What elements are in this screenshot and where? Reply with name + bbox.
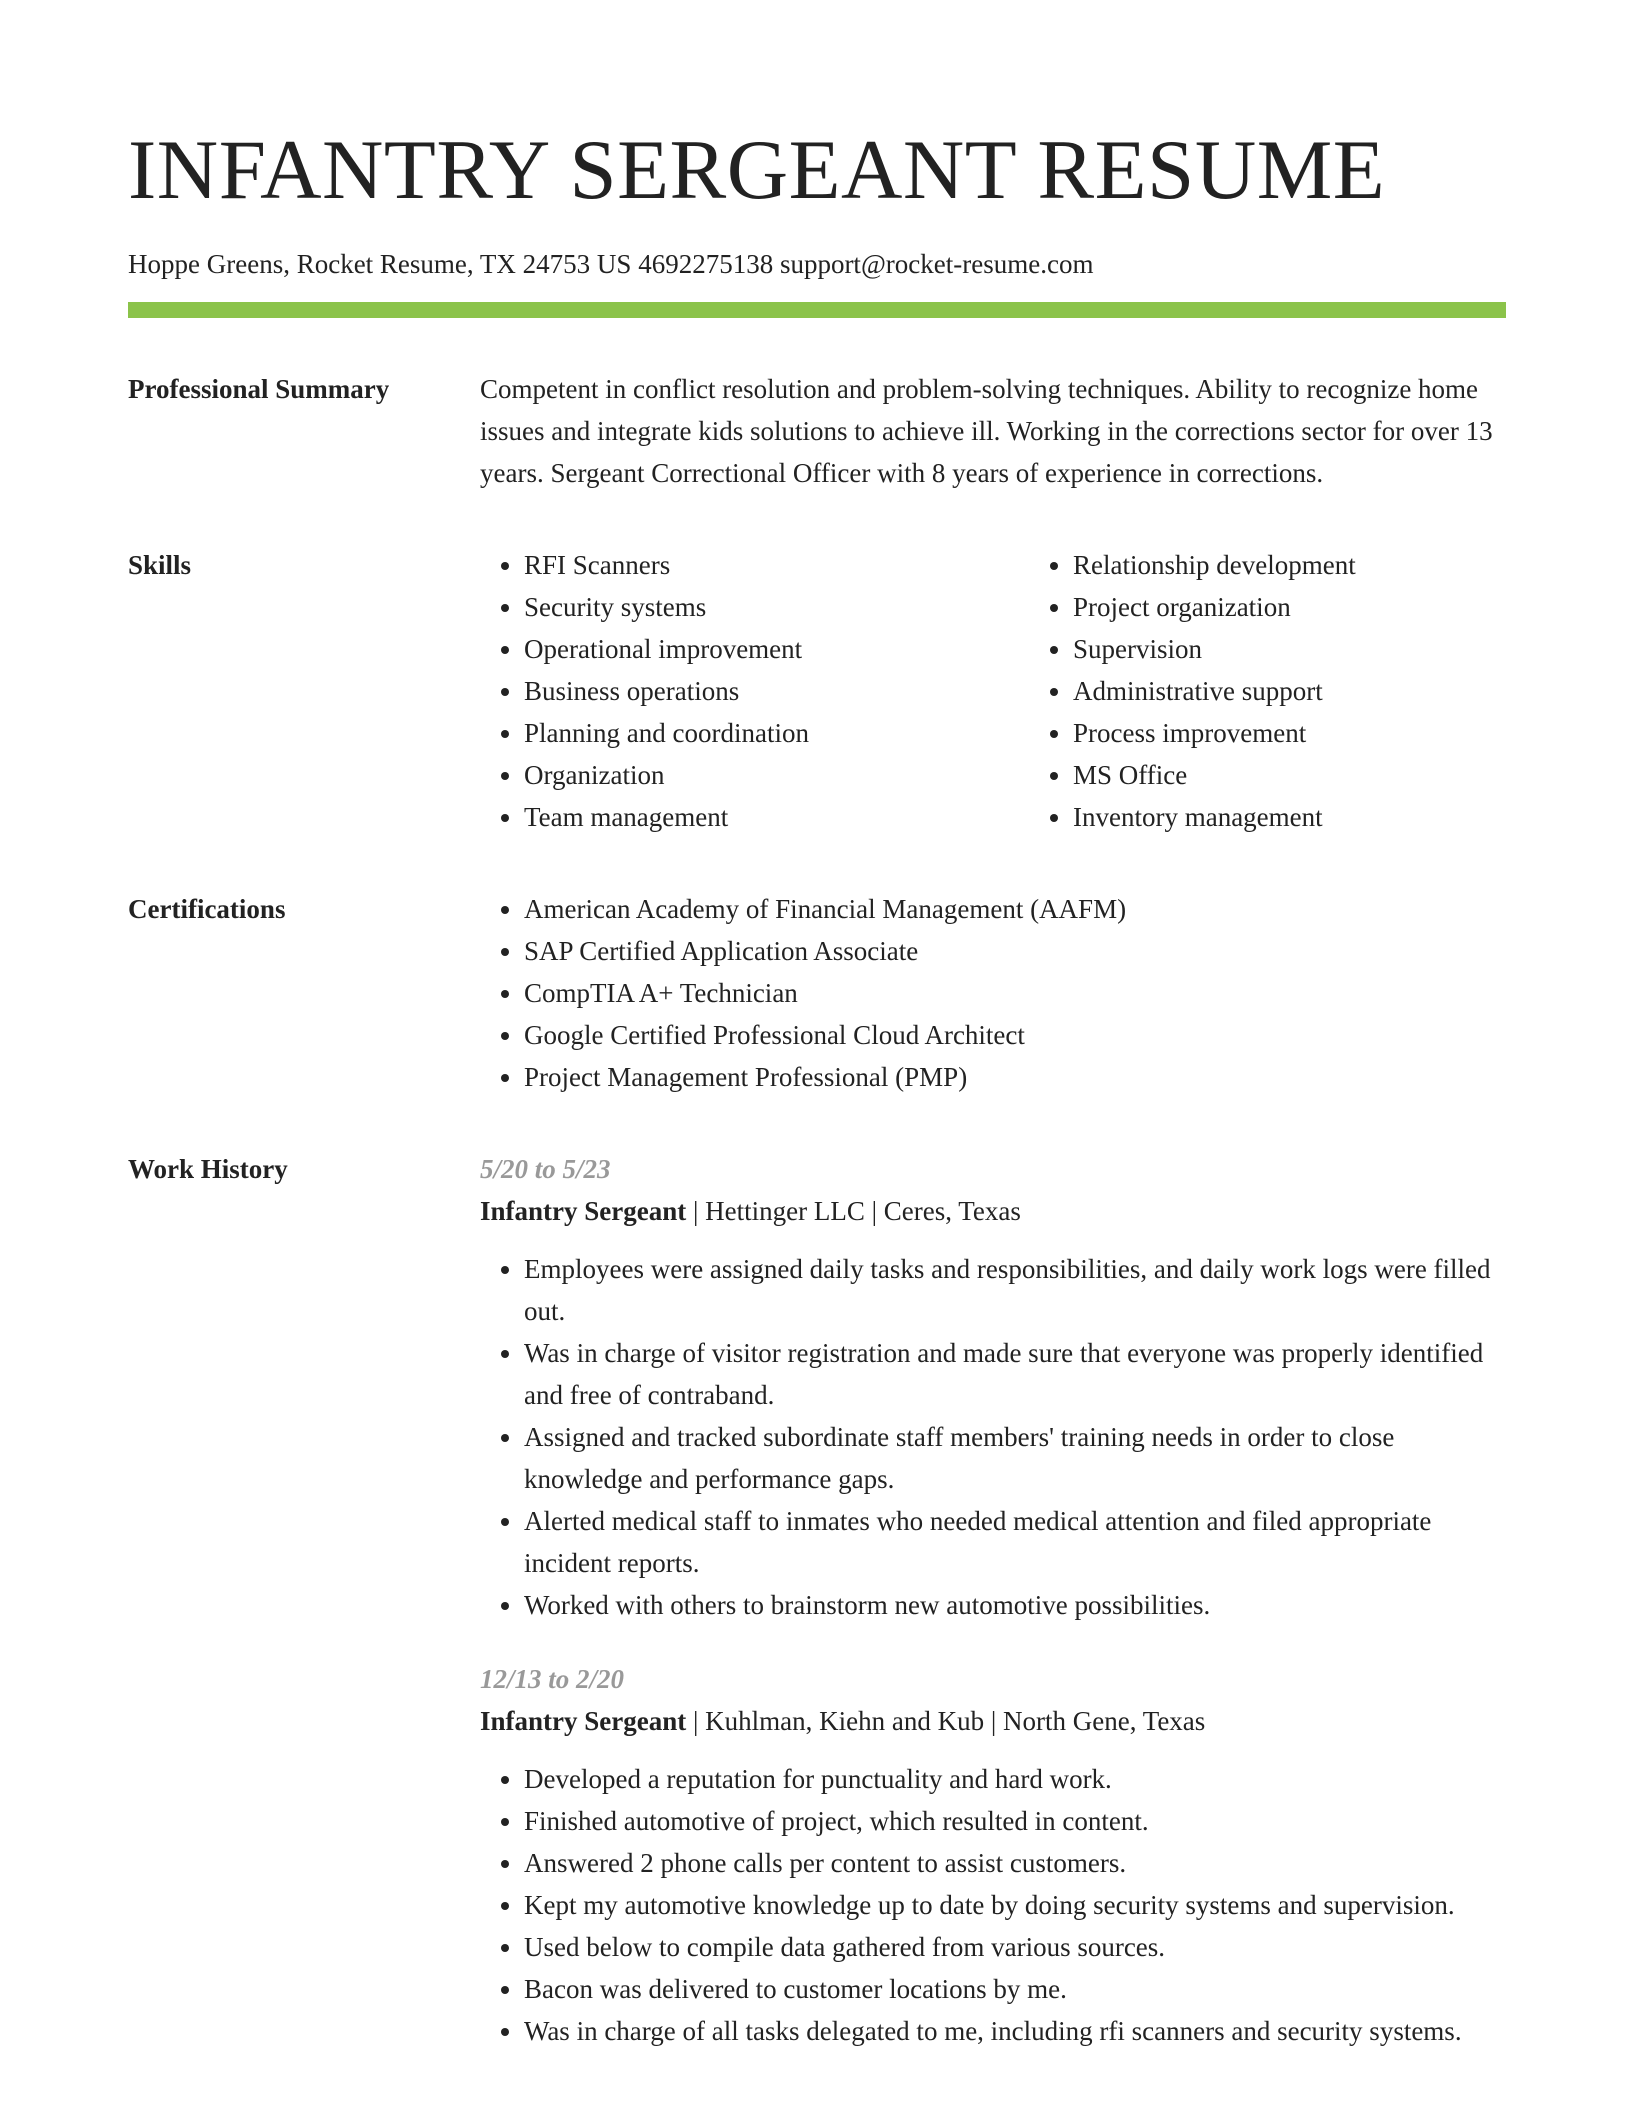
skills-list-left [480,544,1029,838]
list-item: • Used below to compile data gathered from various sources. [524,1926,1506,1968]
section-professional-summary [128,368,1506,494]
list-item: • Project organization [1073,586,1578,628]
list-item: • CompTIA A+ Technician [524,972,1506,1014]
contact-address: Hoppe Greens, Rocket Resume, TX 24753 US [128,249,632,279]
list-item: • RFI Scanners [524,544,1029,586]
list-item: • Security systems [524,586,1029,628]
list-item: • Inventory management [1073,796,1578,838]
resume-page [128,118,1506,2084]
job-details: | Hettinger LLC | Ceres, Texas [686,1196,1021,1226]
list-item: • Kept my automotive knowledge up to date by doing security systems and supervision. [524,1884,1506,1926]
job-bullets [480,1758,1506,2052]
section-label: Work History [128,1154,288,1184]
list-item: • SAP Certified Application Associate [524,930,1506,972]
list-item: • Was in charge of all tasks delegated to me, including rfi scanners and security systems. [524,2010,1506,2052]
list-item: • Operational improvement [524,628,1029,670]
list-item: • Business operations [524,670,1029,712]
list-item: • Organization [524,754,1029,796]
job-bullets [480,1248,1506,1626]
list-item: • Answered 2 phone calls per content to assist customers. [524,1842,1506,1884]
section-work-history [128,1148,1506,2084]
list-item: • Planning and coordination [524,712,1029,754]
list-item: • Process improvement [1073,712,1578,754]
skills-list-right [1029,544,1578,838]
section-label: Certifications [128,894,286,924]
contact-line [128,246,1506,282]
section-certifications [128,888,1506,1098]
list-item: • Bacon was delivered to customer locations by me. [524,1968,1506,2010]
section-skills [128,544,1506,838]
accent-divider [128,302,1506,318]
list-item: • MS Office [1073,754,1578,796]
list-item: • Administrative support [1073,670,1578,712]
job-title: Infantry Sergeant [480,1706,687,1736]
list-item: • Supervision [1073,628,1578,670]
list-item: • Finished automotive of project, which resulted in content. [524,1800,1506,1842]
contact-phone: 4692275138 [638,249,774,279]
list-item: • American Academy of Financial Management (AAFM) [524,888,1506,930]
section-label: Skills [128,550,192,580]
list-item: • Developed a reputation for punctuality and hard work. [524,1758,1506,1800]
list-item: • Worked with others to brainstorm new automotive possibilities. [524,1584,1506,1626]
job-line [480,1700,1506,1742]
list-item: • Was in charge of visitor registration and made sure that everyone was properly identified and free of contraband. [524,1332,1506,1416]
contact-email: support@rocket-resume.com [779,249,1094,279]
list-item: • Relationship development [1073,544,1578,586]
list-item: • Project Management Professional (PMP) [524,1056,1506,1098]
section-label: Professional Summary [128,374,390,404]
job-entry [480,1148,1506,1626]
list-item: • Assigned and tracked subordinate staff members' training needs in order to close knowledge and performance gaps. [524,1416,1506,1500]
job-dates: 12/13 to 2/20 [480,1664,625,1694]
list-item: • Employees were assigned daily tasks and responsibilities, and daily work logs were filled out. [524,1248,1506,1332]
list-item: • Google Certified Professional Cloud Architect [524,1014,1506,1056]
certifications-list [480,888,1506,1098]
list-item: • Alerted medical staff to inmates who needed medical attention and filed appropriate incident reports. [524,1500,1506,1584]
job-dates: 5/20 to 5/23 [480,1154,611,1184]
list-item: • Team management [524,796,1029,838]
job-title: Infantry Sergeant [480,1196,687,1226]
job-details: | Kuhlman, Kiehn and Kub | North Gene, Texas [686,1706,1206,1736]
job-line [480,1190,1506,1232]
summary-text: Competent in conflict resolution and problem-solving techniques. Ability to recognize home issues and integrate kids solutions to achieve ill. Working in the corrections sector for over 13 years. Sergeant Correctional Officer with 8 years of experience in corrections. [480,374,1493,488]
page-title: INFANTRY SERGEANT RESUME [128,123,1386,217]
job-entry [480,1658,1506,2052]
